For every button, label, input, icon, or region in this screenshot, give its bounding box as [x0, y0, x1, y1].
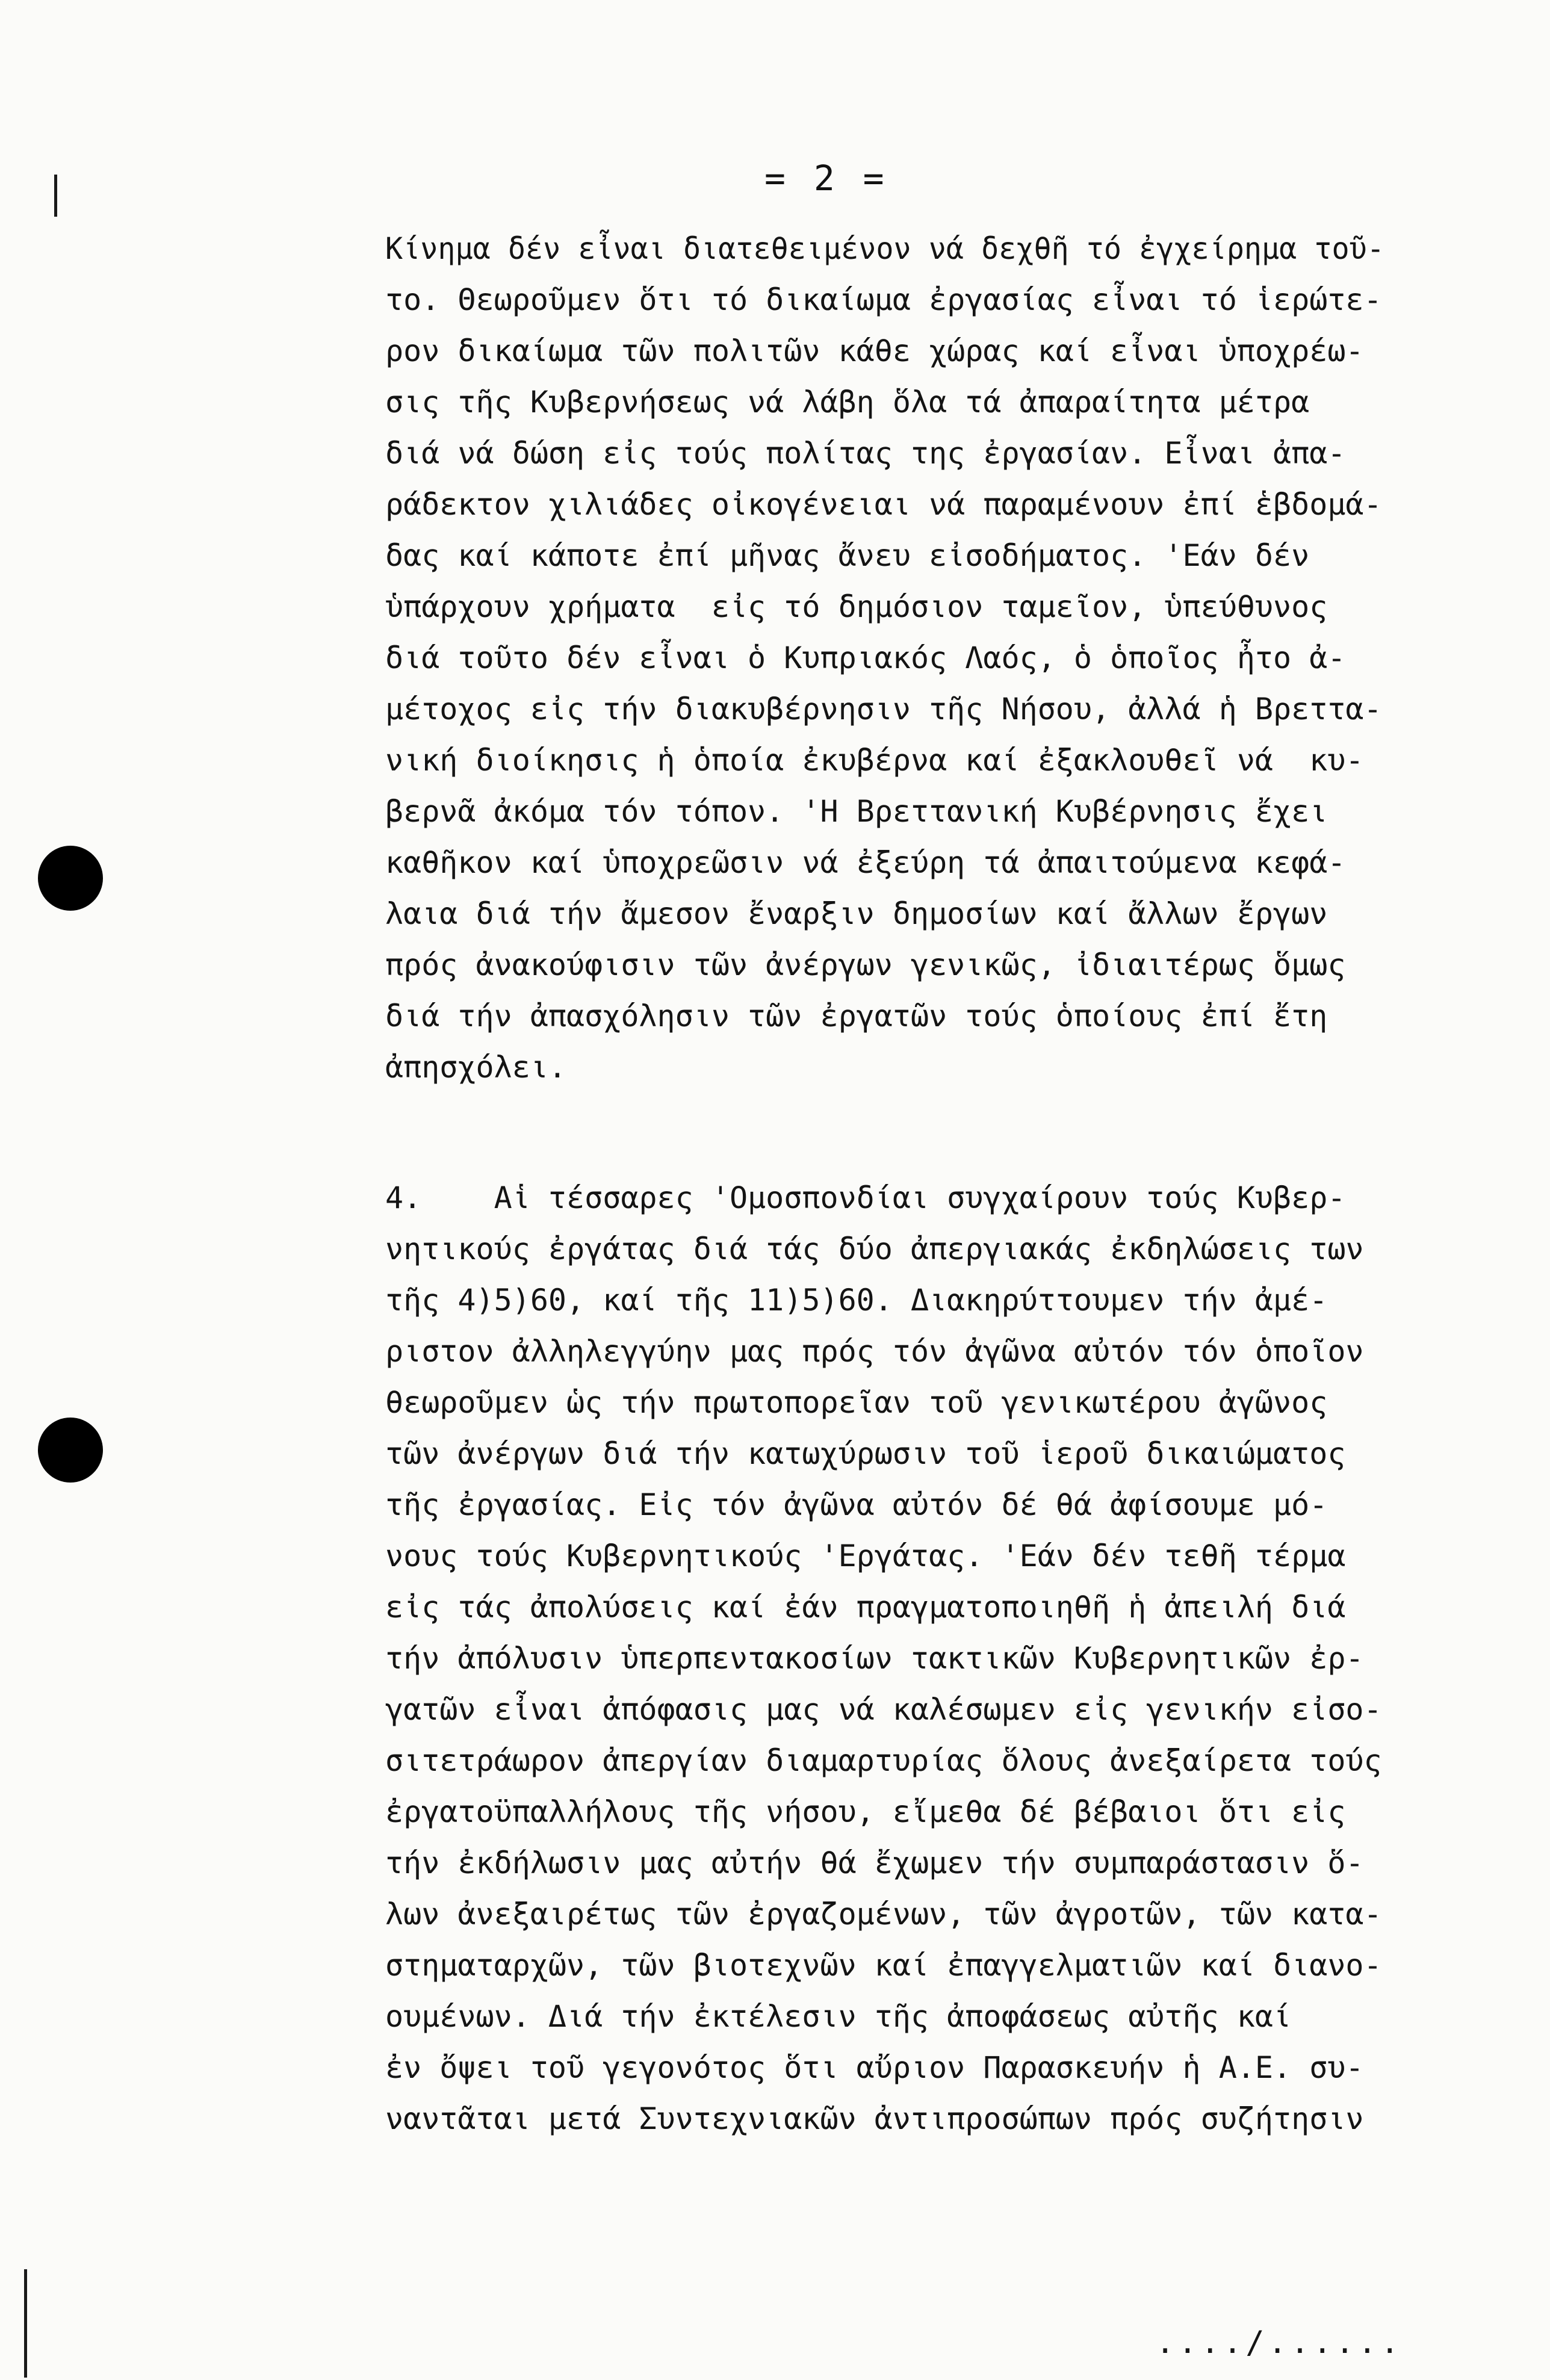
- text-line: ριστον ἀλληλεγγύην μας πρός τόν ἀγῶνα αὐτόν τόν ὁποῖον: [385, 1334, 1364, 1369]
- text-line: τῆς ἐργασίας. Εἰς τόν ἀγῶνα αὐτόν δέ θά ἀφίσουμε μό-: [385, 1487, 1328, 1522]
- text-line: Κίνημα δέν εἶναι διατεθειμένον νά δεχθῆ τό ἐγχείρημα τοῦ-: [385, 231, 1384, 266]
- text-line: σιτετράωρον ἀπεργίαν διαμαρτυρίας ὅλους ἀνεξαίρετα τούς: [385, 1743, 1382, 1778]
- text-line: το. Θεωροῦμεν ὅτι τό δικαίωμα ἐργασίας εἶναι τό ἱερώτε-: [385, 282, 1382, 317]
- text-line: 4. Αἱ τέσσαρες 'Ομοσπονδίαι συγχαίρουν τούς Κυβερ-: [385, 1180, 1346, 1215]
- text-line: πρός ἀνακούφισιν τῶν ἀνέργων γενικῶς, ἰδιαιτέρως ὅμως: [385, 947, 1346, 982]
- text-line: καθῆκον καί ὑποχρεῶσιν νά ἐξεύρη τά ἀπαιτούμενα κεφά-: [385, 845, 1346, 880]
- text-line: λων ἀνεξαιρέτως τῶν ἐργαζομένων, τῶν ἀγροτῶν, τῶν κατα-: [385, 1897, 1382, 1932]
- text-line: εἰς τάς ἀπολύσεις καί ἐάν πραγματοποιηθῆ ἡ ἀπειλή διά: [385, 1590, 1346, 1625]
- punch-hole-lower: [38, 1418, 103, 1483]
- text-line: ἐν ὄψει τοῦ γεγονότος ὅτι αὔριον Παρασκευήν ἡ Α.Ε. συ-: [385, 2050, 1364, 2085]
- text-line: τῆς 4)5)60, καί τῆς 11)5)60. Διακηρύττουμεν τήν ἀμέ-: [385, 1283, 1328, 1318]
- margin-mark-bottom: [24, 2269, 27, 2378]
- text-line: τήν ἐκδήλωσιν μας αὐτήν θά ἔχωμεν τήν συμπαράστασιν ὅ-: [385, 1845, 1364, 1880]
- text-line: νητικούς ἐργάτας διά τάς δύο ἀπεργιακάς ἐκδηλώσεις των: [385, 1232, 1364, 1266]
- text-line: στηματαρχῶν, τῶν βιοτεχνῶν καί ἐπαγγελματιῶν καί διανο-: [385, 1948, 1382, 1983]
- text-line: βερνᾶ ἀκόμα τόν τόπον. 'Η Βρεττανική Κυβέρνησις ἔχει: [385, 794, 1328, 829]
- text-line: ἐργατοϋπαλλήλους τῆς νήσου, εἴμεθα δέ βέβαιοι ὅτι εἰς: [385, 1794, 1346, 1829]
- text-line: δας καί κάποτε ἐπί μῆνας ἄνευ εἰσοδήματος. 'Εάν δέν: [385, 538, 1310, 573]
- text-line: διά νά δώση εἰς τούς πολίτας της ἐργασίαν. Εἶναι ἀπα-: [385, 436, 1346, 471]
- text-line: ράδεκτον χιλιάδες οἰκογένειαι νά παραμένουν ἐπί ἑβδομά-: [385, 487, 1382, 522]
- punch-hole-upper: [38, 846, 103, 911]
- text-line: διά τήν ἀπασχόλησιν τῶν ἐργατῶν τούς ὁποίους ἐπί ἔτη: [385, 999, 1328, 1034]
- text-line: νους τούς Κυβερνητικούς 'Εργάτας. 'Εάν δέν τεθῆ τέρμα: [385, 1539, 1346, 1573]
- text-line: σις τῆς Κυβερνήσεως νά λάβη ὅλα τά ἀπαραίτητα μέτρα: [385, 385, 1310, 420]
- text-line: ουμένων. Διά τήν ἐκτέλεσιν τῆς ἀποφάσεως αὐτῆς καί: [385, 1999, 1292, 2034]
- text-line: μέτοχος εἰς τήν διακυβέρνησιν τῆς Νήσου, ἀλλά ἡ Βρεττα-: [385, 692, 1382, 727]
- text-line: ναντᾶται μετά Συντεχνιακῶν ἀντιπροσώπων πρός συζήτησιν: [385, 2101, 1364, 2136]
- page-number: = 2 =: [764, 158, 888, 199]
- text-line: τήν ἀπόλυσιν ὑπερπεντακοσίων τακτικῶν Κυβερνητικῶν ἐρ-: [385, 1641, 1364, 1676]
- text-line: νική διοίκησις ἡ ὁποία ἐκυβέρνα καί ἐξακλουθεῖ νά κυ-: [385, 743, 1364, 778]
- text-line: λαια διά τήν ἄμεσον ἔναρξιν δημοσίων καί ἄλλων ἔργων: [385, 896, 1328, 931]
- text-line: διά τοῦτο δέν εἶναι ὁ Κυπριακός Λαός, ὁ ὁποῖος ἦτο ἀ-: [385, 640, 1346, 675]
- text-line: θεωροῦμεν ὡς τήν πρωτοπορεῖαν τοῦ γενικωτέρου ἀγῶνος: [385, 1385, 1328, 1420]
- text-line: ρον δικαίωμα τῶν πολιτῶν κάθε χώρας καί εἶναι ὑποχρέω-: [385, 333, 1364, 368]
- text-line: ὑπάρχουν χρήματα εἰς τό δημόσιον ταμεῖον, ὑπεύθυνος: [385, 589, 1328, 624]
- text-line: τῶν ἀνέργων διά τήν κατωχύρωσιν τοῦ ἱεροῦ δικαιώματος: [385, 1436, 1346, 1471]
- continuation-mark: ..../......: [1156, 2325, 1403, 2361]
- text-line: γατῶν εἶναι ἀπόφασις μας νά καλέσωμεν εἰς γενικήν εἰσο-: [385, 1692, 1382, 1727]
- margin-mark-top: [54, 175, 57, 217]
- text-line: ἀπησχόλει.: [385, 1050, 567, 1085]
